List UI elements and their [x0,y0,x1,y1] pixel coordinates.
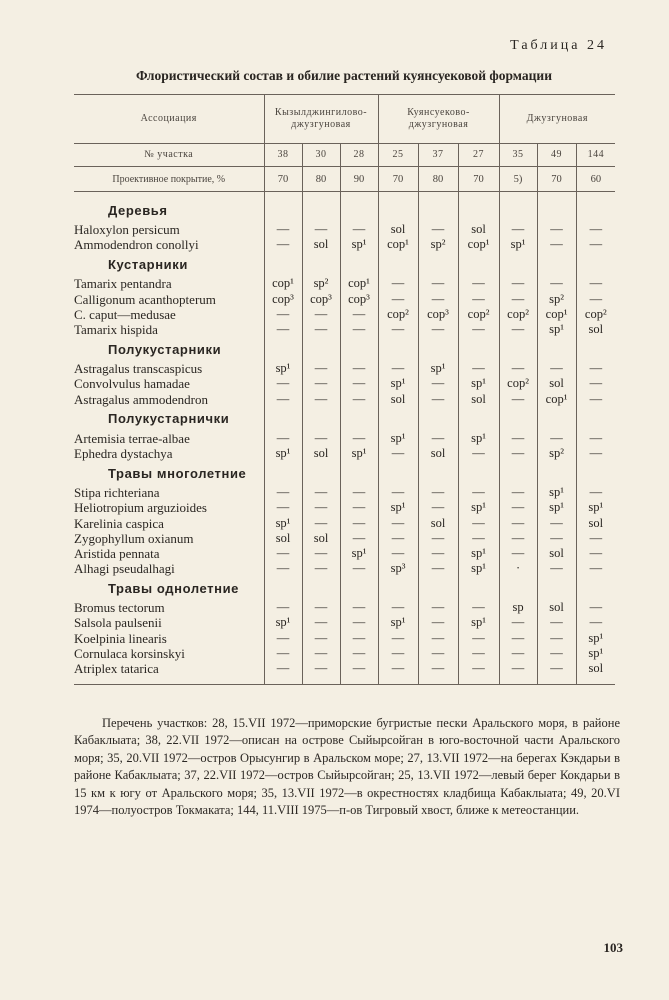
abundance-cell: — [499,431,537,446]
abundance-cell: — [340,646,378,661]
abundance-cell: — [576,600,615,615]
abundance-cell: sol [302,531,340,546]
abundance-cell: — [378,546,418,561]
abundance-cell: — [340,322,378,337]
abundance-cell: sp¹ [378,500,418,515]
abundance-cell: sp¹ [378,615,418,630]
abundance-cell: — [264,237,302,252]
abundance-cell: — [576,485,615,500]
abundance-cell: sp¹ [458,431,499,446]
cover-value: 70 [537,167,576,192]
table-row [74,515,615,530]
abundance-cell: — [458,531,499,546]
abundance-cell: — [418,292,458,307]
abundance-cell: — [537,431,576,446]
abundance-cell: — [302,500,340,515]
abundance-cell: — [458,631,499,646]
abundance-cell: sol [576,322,615,337]
abundance-cell: — [458,661,499,676]
abundance-cell: — [499,485,537,500]
species-name: Karelinia caspica [74,515,164,531]
section-row [74,576,615,600]
species-name: Alhagi pseudalhagi [74,561,175,577]
species-name: Astragalus transcaspicus [74,361,203,377]
table-row [74,292,615,307]
table-row [74,222,615,237]
species-name: Convolvulus hamadae [74,376,190,392]
abundance-cell: — [302,485,340,500]
abundance-cell: sp² [418,237,458,252]
section-row [74,252,615,276]
table-title: Флористический состав и обилие растений куянсуековой формации [135,68,552,83]
abundance-cell: — [302,392,340,407]
table-row [74,361,615,376]
plot-number: 28 [340,144,378,167]
abundance-cell: — [499,515,537,530]
abundance-cell: — [458,292,499,307]
abundance-cell: — [378,292,418,307]
abundance-cell: — [458,446,499,461]
abundance-cell: — [302,615,340,630]
abundance-cell: cop³ [340,292,378,307]
abundance-cell: — [418,531,458,546]
cover-value: 70 [378,167,418,192]
plot-number: 27 [458,144,499,167]
cover-value: 70 [458,167,499,192]
abundance-cell: cop³ [264,292,302,307]
floristic-table [74,94,615,685]
table-row [74,237,615,252]
abundance-cell: — [264,322,302,337]
abundance-cell: — [499,276,537,291]
abundance-cell: — [576,292,615,307]
abundance-cell: — [576,376,615,391]
abundance-cell: — [340,222,378,237]
section-row [74,198,615,222]
group-header-3: Джузгуновая [499,95,615,144]
species-name: Heliotropium arguzioides [74,500,207,516]
abundance-cell: — [537,631,576,646]
abundance-cell: — [576,561,615,576]
cover-value: 60 [576,167,615,192]
abundance-cell: sol [458,392,499,407]
abundance-cell: cop² [499,376,537,391]
abundance-cell: — [378,646,418,661]
species-name: Salsola paulsenii [74,615,162,631]
species-name: Astragalus ammodendron [74,391,208,407]
abundance-cell: — [537,222,576,237]
abundance-cell: sol [458,222,499,237]
abundance-cell: sol [576,661,615,676]
abundance-cell: — [302,600,340,615]
abundance-cell: — [302,376,340,391]
species-name: Tamarix pentandra [74,276,172,292]
abundance-cell: — [418,431,458,446]
abundance-cell: — [576,276,615,291]
abundance-cell: — [537,646,576,661]
abundance-cell: — [302,431,340,446]
abundance-cell: sp¹ [340,446,378,461]
abundance-cell: — [576,237,615,252]
abundance-cell: — [499,446,537,461]
abundance-cell: — [418,500,458,515]
table-row [74,392,615,407]
abundance-cell: — [418,276,458,291]
abundance-cell: — [378,531,418,546]
abundance-cell: — [458,361,499,376]
abundance-cell: — [418,615,458,630]
abundance-cell: — [302,307,340,322]
table-row [74,322,615,337]
abundance-cell: cop¹ [378,237,418,252]
abundance-cell: — [302,222,340,237]
abundance-cell: — [264,431,302,446]
table-row [74,531,615,546]
abundance-cell: — [576,431,615,446]
abundance-cell: — [302,515,340,530]
abundance-cell: — [264,631,302,646]
species-name: Cornulaca korsinskyi [74,645,185,661]
abundance-cell: — [418,646,458,661]
abundance-cell: sol [378,392,418,407]
abundance-cell: — [264,485,302,500]
table-row [74,500,615,515]
abundance-cell: — [537,615,576,630]
species-name: Calligonum acanthopterum [74,291,216,307]
abundance-cell: sp¹ [537,485,576,500]
abundance-cell: sp¹ [264,515,302,530]
abundance-cell: — [458,485,499,500]
abundance-cell: sp¹ [458,615,499,630]
plot-number: 37 [418,144,458,167]
abundance-cell: sp¹ [458,500,499,515]
abundance-cell: — [302,561,340,576]
abundance-cell: — [418,561,458,576]
abundance-cell: — [264,600,302,615]
abundance-cell: — [378,361,418,376]
abundance-cell: sp³ [378,561,418,576]
abundance-cell: — [340,361,378,376]
abundance-cell: sol [378,222,418,237]
cover-value: 80 [302,167,340,192]
abundance-cell: — [418,546,458,561]
abundance-cell: — [302,546,340,561]
section-title: Полукустарники [108,341,222,357]
plot-number: 144 [576,144,615,167]
abundance-cell: — [340,307,378,322]
abundance-cell: — [302,661,340,676]
abundance-cell: — [340,515,378,530]
table-row [74,446,615,461]
abundance-cell: cop¹ [340,276,378,291]
abundance-cell: — [537,361,576,376]
table-row [74,431,615,446]
abundance-cell: sp¹ [264,615,302,630]
table-number: Таблица 24 [510,38,607,53]
plot-number: 25 [378,144,418,167]
abundance-cell: — [302,322,340,337]
abundance-cell: — [458,515,499,530]
abundance-cell: cop¹ [537,392,576,407]
abundance-cell: — [576,222,615,237]
table-row [74,600,615,615]
abundance-cell: — [418,600,458,615]
section-title: Деревья [108,202,168,218]
abundance-cell: — [340,600,378,615]
abundance-cell: — [340,531,378,546]
species-name: Ephedra dystachya [74,445,173,461]
section-row [74,461,615,485]
species-name: C. caput—medusae [74,306,176,322]
abundance-cell: — [418,485,458,500]
species-name: Haloxylon persicum [74,222,180,238]
abundance-cell: sol [418,515,458,530]
abundance-cell: sp¹ [458,561,499,576]
abundance-cell: — [340,661,378,676]
abundance-cell: sp¹ [264,361,302,376]
abundance-cell: — [499,500,537,515]
abundance-cell: cop³ [302,292,340,307]
abundance-cell: — [499,392,537,407]
abundance-cell: sp¹ [537,500,576,515]
plot-number: 49 [537,144,576,167]
abundance-cell: — [264,546,302,561]
abundance-cell: — [264,500,302,515]
abundance-cell: cop¹ [458,237,499,252]
abundance-cell: — [576,615,615,630]
abundance-cell: — [340,485,378,500]
abundance-cell: — [264,646,302,661]
abundance-cell: — [264,661,302,676]
table-body [74,192,615,685]
abundance-cell: sol [537,546,576,561]
abundance-cell: sol [302,237,340,252]
abundance-cell: — [537,661,576,676]
abundance-cell: — [264,376,302,391]
plot-number: 30 [302,144,340,167]
table-row [74,561,615,576]
section-title: Травы многолетние [108,465,247,481]
abundance-cell: sp¹ [576,646,615,661]
abundance-cell: — [302,361,340,376]
abundance-cell: — [576,446,615,461]
abundance-cell: cop² [378,307,418,322]
species-name: Zygophyllum oxianum [74,530,194,546]
abundance-cell: sp² [537,446,576,461]
species-name: Stipa richteriana [74,485,160,501]
species-name: Artemisia terrae-albae [74,430,190,446]
abundance-cell: — [340,500,378,515]
abundance-cell: — [264,561,302,576]
abundance-cell: sp [499,600,537,615]
species-name: Tamarix hispida [74,322,158,338]
abundance-cell: — [378,631,418,646]
abundance-cell: sol [418,446,458,461]
plot-number: 38 [264,144,302,167]
abundance-cell: — [378,485,418,500]
abundance-cell: — [340,615,378,630]
abundance-cell: — [458,646,499,661]
cover-label: Проективное покрытие, % [112,173,226,185]
abundance-cell: — [264,222,302,237]
plot-label: № участка [144,149,194,160]
abundance-cell: sp¹ [378,431,418,446]
abundance-cell: — [340,561,378,576]
abundance-cell: — [499,292,537,307]
abundance-cell: sp¹ [458,376,499,391]
abundance-cell: — [537,561,576,576]
abundance-cell: — [537,531,576,546]
table-row [74,276,615,291]
abundance-cell: — [499,222,537,237]
abundance-cell: — [418,392,458,407]
abundance-cell: · [499,561,537,576]
section-row [74,407,615,431]
abundance-cell: — [264,307,302,322]
abundance-cell: — [499,322,537,337]
abundance-cell: — [576,531,615,546]
abundance-cell: — [537,237,576,252]
cover-value: 5) [499,167,537,192]
species-name: Aristida pennata [74,545,160,561]
abundance-cell: — [378,446,418,461]
abundance-cell: cop³ [418,307,458,322]
abundance-cell: — [378,276,418,291]
abundance-cell: — [537,276,576,291]
abundance-cell: — [378,322,418,337]
plot-number: 35 [499,144,537,167]
species-name: Ammodendron conollyi [74,237,199,253]
table-row [74,661,615,676]
abundance-cell: — [418,631,458,646]
species-name: Bromus tectorum [74,600,165,616]
abundance-cell: — [499,361,537,376]
plot-list-footnote: Перечень участков: 28, 15.VII 1972—приморские бугристые пески Аральского моря, в районе Кабаклыата; 38, 22.VII 1972—описан на острове Сыйырсойган в юго-восточной части Аральского моря; 35, 20.VII 1972—остров Орысунгир в Аральском море; 27, 13.VII 1972—на берегах Кэкдарьи в районе Кабаклыата; 37, 22.VII 1972—остров Сыйырсойган; 25, 13.VII 1972—левый берег Кокдарьи в 15 км к югу от Аральского моря; 35, 13.VII 1972—в окрестностях кладбища Кабаклыата; 49, 20.VI 1974—полуостров Токмаката; 144, 11.VIII 1975—п-ов Тигровый хвост, ближе к метеостанции. [74,716,620,818]
cover-value: 70 [264,167,302,192]
abundance-cell: sol [537,376,576,391]
table-row [74,546,615,561]
abundance-cell: cop¹ [537,307,576,322]
page-number: 103 [603,940,623,955]
abundance-cell: — [576,361,615,376]
table-row [74,615,615,630]
table-row [74,646,615,661]
abundance-cell: cop² [458,307,499,322]
abundance-cell: — [418,322,458,337]
abundance-cell: — [576,392,615,407]
table-row [74,485,615,500]
abundance-cell: — [499,631,537,646]
abundance-cell: — [499,646,537,661]
abundance-cell: sp¹ [340,237,378,252]
abundance-cell: sp¹ [499,237,537,252]
section-title: Травы однолетние [108,580,239,596]
abundance-cell: — [576,546,615,561]
abundance-cell: sp² [537,292,576,307]
table-row [74,307,615,322]
abundance-cell: — [302,631,340,646]
table-row [74,376,615,391]
abundance-cell: sol [576,515,615,530]
cover-value: 90 [340,167,378,192]
species-name: Atriplex tatarica [74,661,159,677]
abundance-cell: — [418,661,458,676]
abundance-cell: sp¹ [576,500,615,515]
abundance-cell: sp¹ [458,546,499,561]
abundance-cell: sp² [302,276,340,291]
group-header-2: Куянсуеково-джузгуновая [378,95,499,144]
section-row [74,337,615,361]
abundance-cell: — [499,531,537,546]
abundance-cell: cop² [499,307,537,322]
abundance-cell: — [378,515,418,530]
abundance-cell: — [340,631,378,646]
abundance-cell: sp¹ [264,446,302,461]
abundance-cell: sp¹ [378,376,418,391]
abundance-cell: — [458,322,499,337]
abundance-cell: — [458,600,499,615]
abundance-cell: sp¹ [537,322,576,337]
abundance-cell: — [302,646,340,661]
abundance-cell: — [499,546,537,561]
abundance-cell: sol [537,600,576,615]
abundance-cell: — [340,431,378,446]
table-row [74,631,615,646]
abundance-cell: cop¹ [264,276,302,291]
section-title: Кустарники [108,256,188,272]
section-title: Полукустарнички [108,411,230,427]
group-header-1: Кызылджингилово-джузгуновая [264,95,378,144]
abundance-cell: — [378,600,418,615]
abundance-cell: — [418,376,458,391]
abundance-cell: sp¹ [418,361,458,376]
abundance-cell: sol [264,531,302,546]
abundance-cell: cop² [576,307,615,322]
abundance-cell: — [378,661,418,676]
abundance-cell: — [264,392,302,407]
abundance-cell: sp¹ [576,631,615,646]
abundance-cell: sp¹ [340,546,378,561]
abundance-cell: — [537,515,576,530]
abundance-cell: — [499,661,537,676]
species-name: Koelpinia linearis [74,630,167,646]
abundance-cell: — [340,376,378,391]
cover-value: 80 [418,167,458,192]
abundance-cell: — [418,222,458,237]
abundance-cell: — [458,276,499,291]
abundance-cell: sol [302,446,340,461]
association-header: Ассоциация [140,113,197,124]
abundance-cell: — [499,615,537,630]
abundance-cell: — [340,392,378,407]
